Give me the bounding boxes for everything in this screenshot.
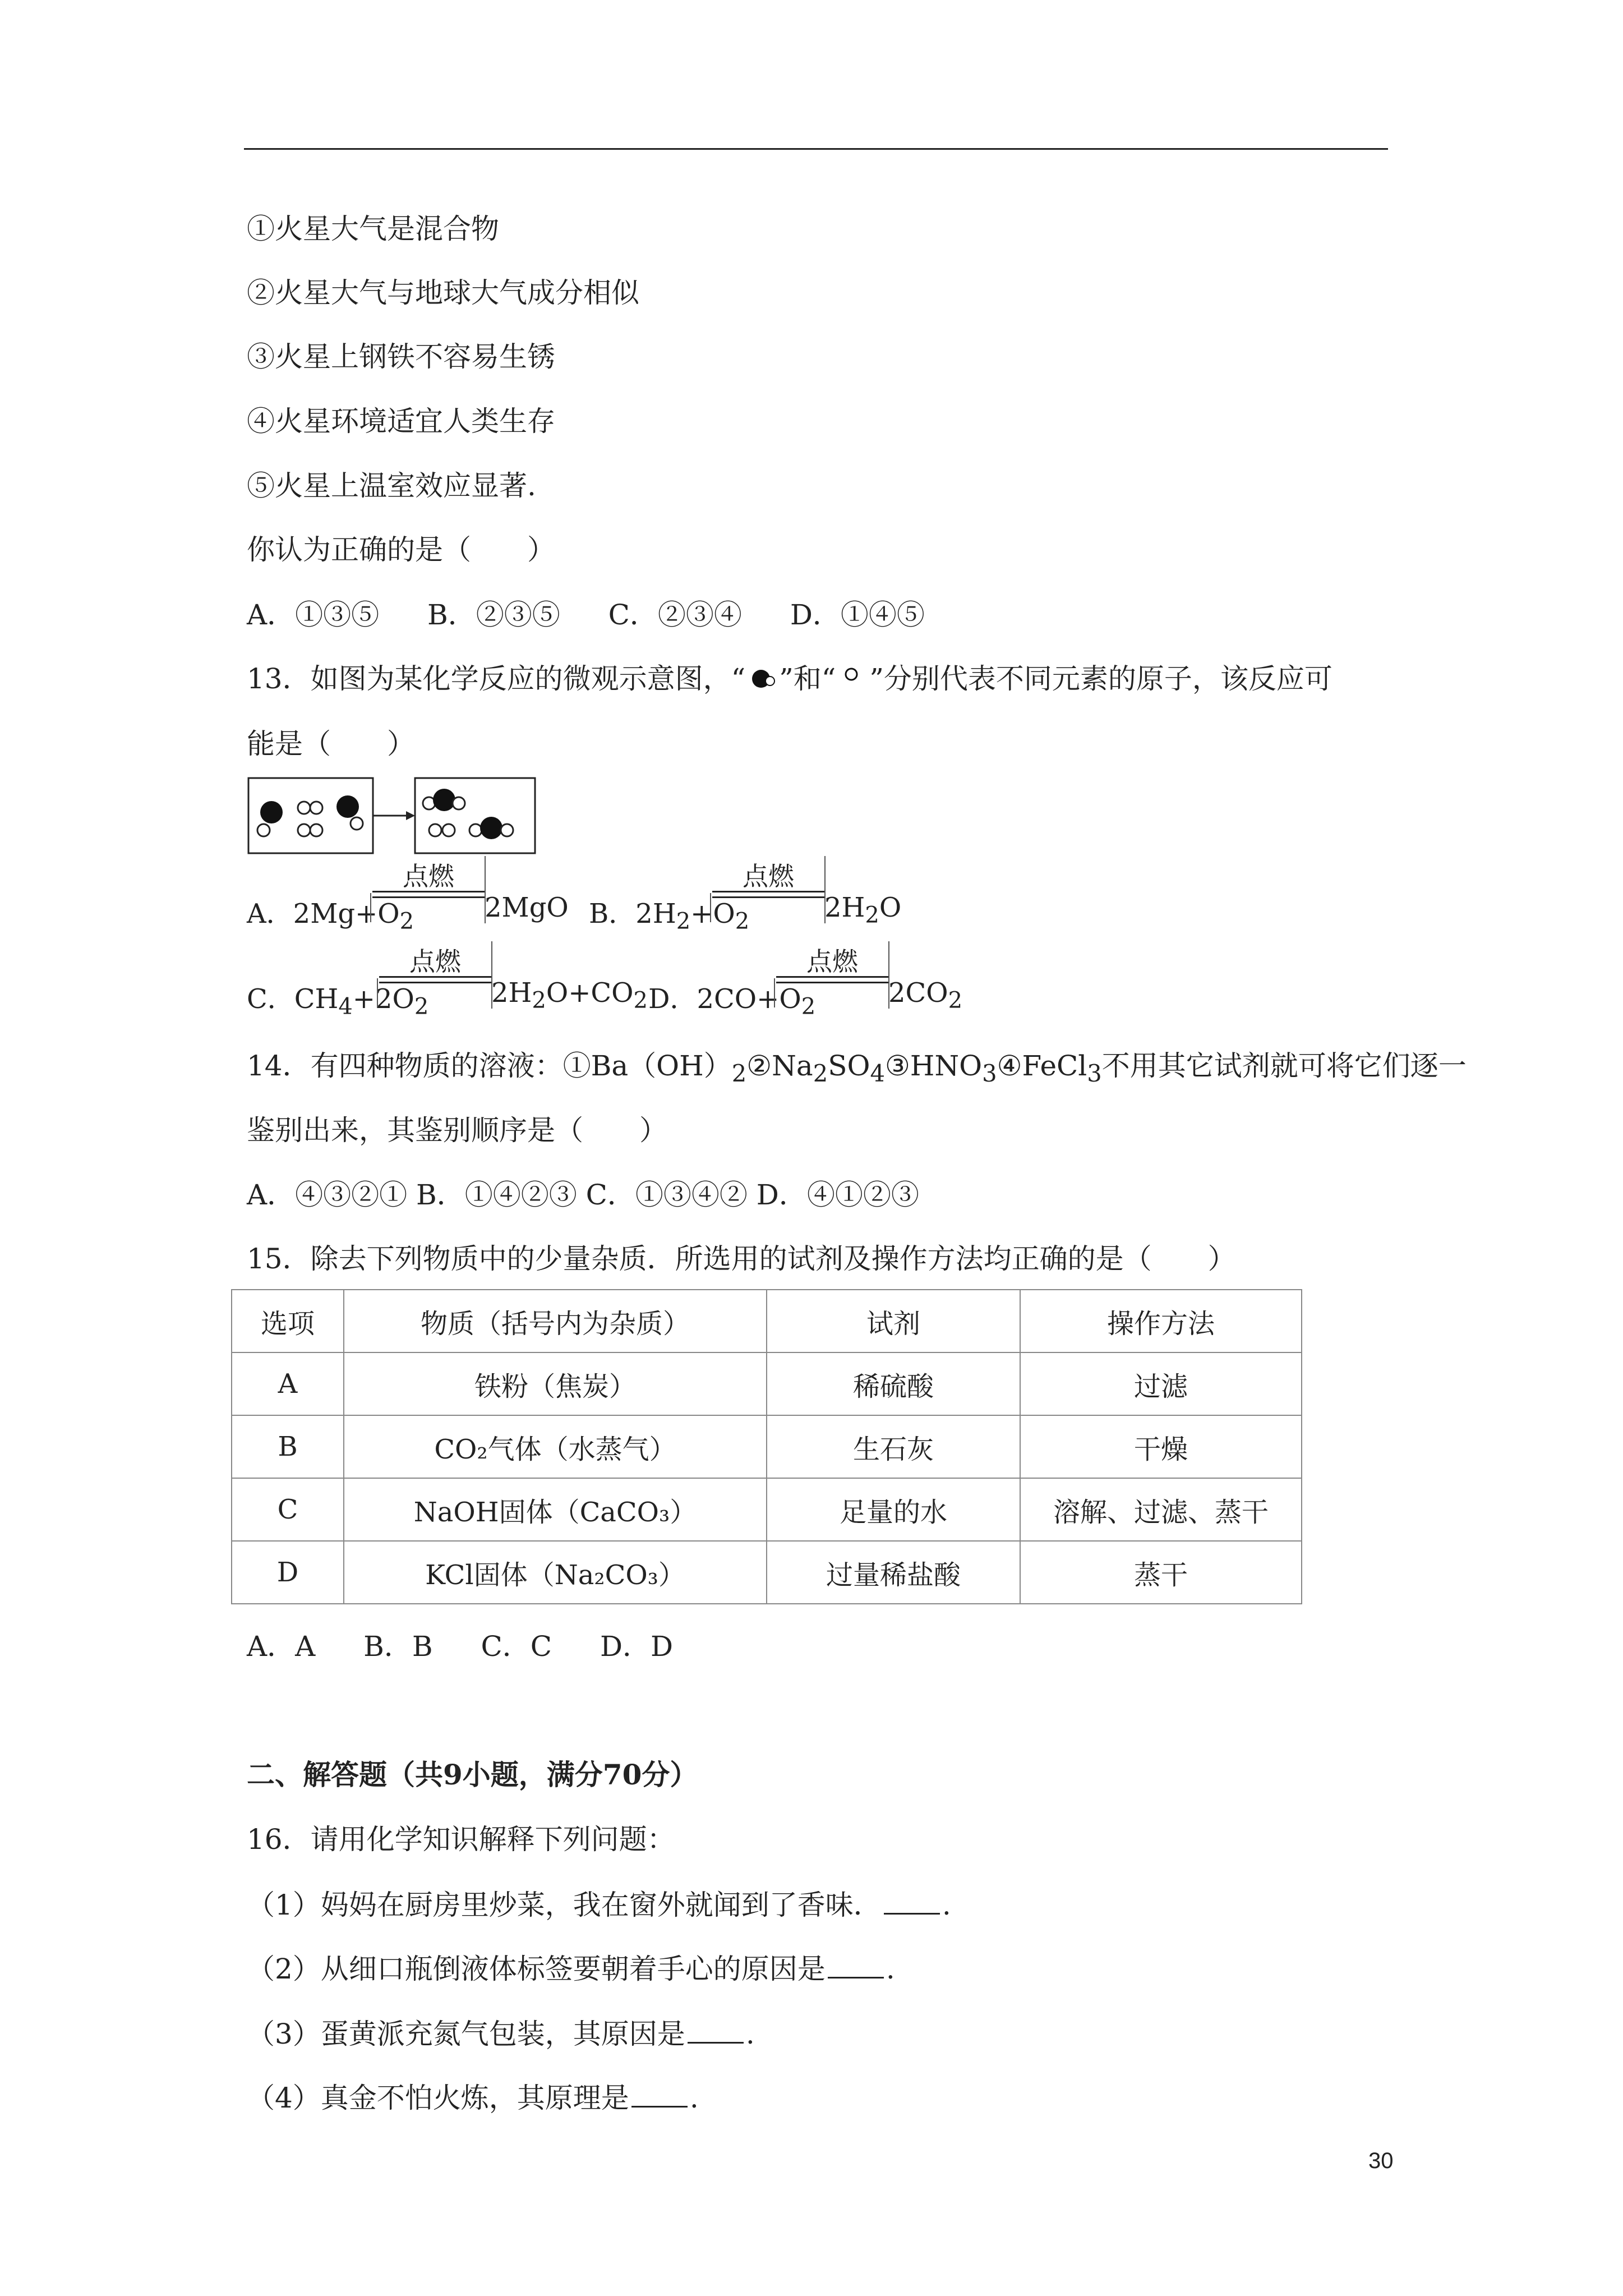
reaction-arrowhead [406, 811, 415, 820]
table-row [232, 1541, 1302, 1604]
products-box [415, 778, 535, 853]
q15-options [247, 1630, 712, 1663]
cell-method: 干燥 [1020, 1415, 1302, 1478]
cell-reagent: 过量稀盐酸 [767, 1541, 1020, 1604]
q13-option-c: C．$CH_4+2O_2$ 点燃 $2H_2O+CO_2$ [247, 977, 639, 1011]
cell-option: B [232, 1415, 344, 1478]
statement-5: ⑤火星上温室效应显著. [247, 470, 536, 502]
answer-blank-3[interactable] [688, 2016, 744, 2044]
cell-reagent: 生石灰 [767, 1415, 1020, 1478]
q13-option-b: B．$2H_2+O_2$ 点燃 $2H_2O$ [589, 892, 981, 926]
header-reagent: 试剂 [767, 1290, 1020, 1352]
white-atom-icon [836, 662, 869, 696]
q14-options: A．④③②① B．①④②③ C．①③④② D．④①②③ [247, 1179, 919, 1211]
cell-option: A [232, 1352, 344, 1415]
table-row [232, 1478, 1302, 1541]
statement-2: ②火星大气与地球大气成分相似 [247, 277, 639, 309]
q16-item-4: （4）真金不怕火炼，其原理是 . [247, 2080, 699, 2115]
answer-blank-1[interactable] [884, 1887, 940, 1915]
options-table [231, 1289, 1302, 1604]
q13-line1 [247, 662, 1332, 696]
q12-option-b: B．②③⑤ [427, 599, 560, 631]
statement-4: ④火星环境适宜人类生存 [247, 405, 555, 438]
q13-text-c: ”分别代表不同元素的原子，该反应可 [869, 662, 1332, 695]
burn-arrow-b [712, 856, 824, 922]
cell-method: 过滤 [1020, 1352, 1302, 1415]
cell-substance: CO₂气体（水蒸气） [344, 1415, 767, 1478]
table-header-row [232, 1290, 1302, 1352]
condition-ignite-b: 点燃 [743, 861, 794, 891]
q16-item-1: （1）妈妈在厨房里炒菜，我在窗外就闻到了香味． . [247, 1887, 951, 1922]
reaction-diagram [247, 776, 538, 856]
condition-ignite-c: 点燃 [409, 946, 461, 977]
q16-item-3: （3）蛋黄派充氮气包装，其原因是 . [247, 2016, 755, 2051]
q15-option-b: B．B [363, 1630, 433, 1663]
statement-1: ①火星大气是混合物 [247, 213, 499, 245]
header-option: 选项 [232, 1290, 344, 1352]
q12-options [247, 598, 964, 632]
cell-method: 溶解、过滤、蒸干 [1020, 1478, 1302, 1541]
q13-line2: 能是（ ） [247, 728, 415, 760]
page-number: 30 [1368, 2148, 1394, 2173]
q15-option-a: A．A [247, 1630, 316, 1663]
condition-ignite-a: 点燃 [403, 861, 454, 891]
condition-ignite-d: 点燃 [806, 946, 858, 977]
q13-text-b: ”和“ [779, 662, 836, 695]
q15-option-d: D．D [600, 1630, 674, 1663]
cell-reagent: 足量的水 [767, 1478, 1020, 1541]
burn-arrow-d [776, 941, 888, 1007]
header-method: 操作方法 [1020, 1290, 1302, 1352]
q13-text-a: 13．如图为某化学反应的微观示意图，“ [247, 662, 746, 695]
burn-arrow-c [379, 941, 491, 1007]
q12-prompt: 你认为正确的是（ ） [247, 533, 555, 566]
black-atom-icon [745, 662, 779, 696]
q12-option-d: D．①④⑤ [790, 599, 925, 631]
table-row [232, 1415, 1302, 1478]
q16-prompt: 16．请用化学知识解释下列问题： [247, 1823, 675, 1856]
burn-arrow-a [372, 856, 485, 922]
q15-option-c: C．C [481, 1630, 552, 1663]
q16-item-2: （2）从细口瓶倒液体标签要朝着手心的原因是 . [247, 1951, 895, 1986]
cell-method: 蒸干 [1020, 1541, 1302, 1604]
q13-option-a: A．$2Mg+O_2$ 点燃 2MgO [247, 892, 920, 926]
q14-line2: 鉴别出来，其鉴别顺序是（ ） [247, 1114, 667, 1147]
header-rule [244, 148, 1388, 150]
cell-option: D [232, 1541, 344, 1604]
answer-blank-4[interactable] [631, 2080, 688, 2108]
section-heading: 二、解答题（共9小题，满分70分） [247, 1758, 698, 1791]
q13-option-d: D．$2CO+O_2$ 点燃 $2CO_2$ [648, 977, 1041, 1011]
header-substance: 物质（括号内为杂质） [344, 1290, 767, 1352]
cell-reagent: 稀硫酸 [767, 1352, 1020, 1415]
table-row [232, 1352, 1302, 1415]
cell-substance: KCl固体（Na₂CO₃） [344, 1541, 767, 1604]
answer-blank-2[interactable] [828, 1951, 884, 1978]
cell-option: C [232, 1478, 344, 1541]
q12-option-c: C．②③④ [608, 599, 742, 631]
q12-option-a: A．①③⑤ [247, 599, 380, 631]
statement-3: ③火星上钢铁不容易生锈 [247, 341, 555, 373]
cell-substance: NaOH固体（CaCO₃） [344, 1478, 767, 1541]
q14-line1: 14．有四种物质的溶液：$①Ba(OH)_2②Na_2SO_4③HNO_3④FeCl_3$不用其它试剂就可将它们逐一 [247, 1050, 1467, 1087]
cell-substance: 铁粉（焦炭） [344, 1352, 767, 1415]
q15-prompt: 15．除去下列物质中的少量杂质．所选用的试剂及操作方法均正确的是（ ） [247, 1243, 1236, 1275]
